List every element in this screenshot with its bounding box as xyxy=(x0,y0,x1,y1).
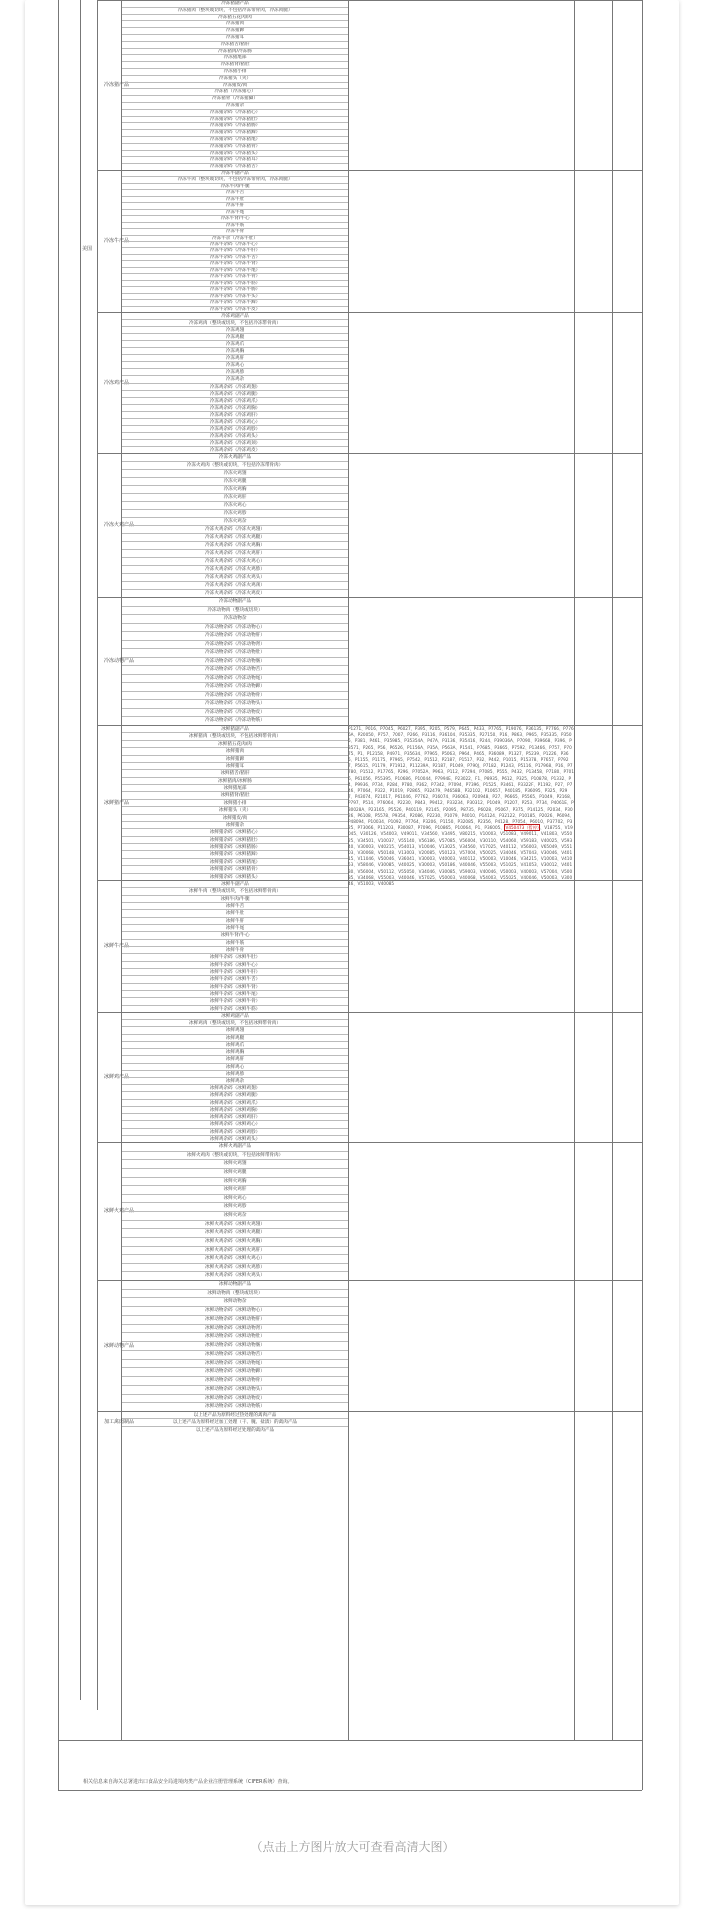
product-row: 冷冻火鸡胗 xyxy=(122,509,348,517)
product-row: 冰鲜动物杂碎（冰鲜动物骨） xyxy=(122,1376,348,1385)
product-row: 冷冻鸡杂碎（冷冻鸡爪） xyxy=(122,397,348,404)
product-row: 冷冻火鸡肉（整块或切块，不包括冷冻带骨肉） xyxy=(122,461,348,469)
product-row: 冷冻猪杂碎（冷冻猪肚） xyxy=(122,116,348,123)
product-row: 冷冻猪舌/猪肝 xyxy=(122,41,348,48)
product-row: 冰鲜动物杂碎（冰鲜动物肾） xyxy=(122,1324,348,1333)
product-row: 冷冻动物杂碎（冷冻动物心） xyxy=(122,623,348,632)
group-label: 冰鲜猪产品 xyxy=(104,799,130,806)
product-row: 冷冻猪肾/猪肚 xyxy=(122,61,348,68)
table-column-divider xyxy=(574,0,575,1740)
product-row: 冷冻牛杂碎（冷冻牛肠） xyxy=(122,286,348,292)
note-bottom-border xyxy=(58,1790,642,1791)
product-row: 冰鲜鸡杂碎（冰鲜鸡心） xyxy=(122,1120,348,1127)
group-border xyxy=(97,1280,642,1281)
codes-text: P1271、P016、P7045、P6027、P395、P205、P579、P645、P433、P7765、P19076、P36135、P7766、P7766A、P20050、P757、7007、P266、P3116、P36104、P35335、P27150、P16、P863、P965、P35335、P3505、P381、P461、P35985、P35354A、P47A、P3136、P35416、P244、P39036A、P7090、P39668、P396、P3571、P265、P56、P6526、P1156A、P35A、P563A、P1541、P7685、P3665、P7592、P13466、P757、P7075、P1、P12158、P4971、P35634、P7965、P5063、P964、P465、P36089、P1327、P5239、P1226、P365、P1155、P1175、P7965、P7542、P1512、P2187、P1517、P32、P442、P1015、P15378、P7657、P7927、P5615、P1179、P71912、P11239A、P2187、P1049、P790J、P7182、P1243、P5116、P17968、P16、P7780、P1512、P17765、P296、P7052A、P963、P112、P7294、P7085、P555、P432、P13458、P7180、P7016、P61056、P55395、P10686、P10044、P7994E、P23022、F1、P8935、P612、P325、P10878、P1332、P4、P9936、P734、P284、P780、P362、P7342、P7094、P7396、P1525、P3461、P3322F、P1192、P27、P746、P7064、P322、P1019、P2865、P32479、P4658B、P32102、P10657、P40185、P36095、P325、P297、P43074、P21017、P61046、P7762、P16074、P36063、P20948、P27、P6665、P5565、P1049、P2168、P797、P514、P76064、P2230、P843、P9412、P33234、P30312、P1049、P1207、P253、P734、P4061E、P30028A、P23165、P5526、P40119、P2145、P2095、P8735、P6028、P5067、P375、P14125、P2034、P3026、P6108、P5578、P9354、P2086、P2230、P1079、P4010、P14124、P32122、P10185、P2026、P6094、P48094、P10034、P1092、P7764、P3206、P1150、P32085、P2356、P4128、P7054、P6010、P37702、P325、P73066、P11203、P30087、P7096、P10865、P10064、P1、P36005 xyxy=(348,726,574,831)
group-label: 冷冻牛产品 xyxy=(104,238,130,244)
product-row: 冷冻牛杂碎（冷冻牛心） xyxy=(122,241,348,247)
product-row: 冷冻鸡腿 xyxy=(122,333,348,340)
product-row: 冰鲜牛杂碎（冰鲜牛心） xyxy=(122,961,348,968)
product-row: 冷冻火鸡杂 xyxy=(122,517,348,525)
product-row: 冷冻鸡杂碎（冷冻鸡颈） xyxy=(122,439,348,446)
product-row: 冷冻鸡杂碎（冷冻鸡头） xyxy=(122,432,348,439)
product-row: 冷冻牛尾 xyxy=(122,209,348,215)
product-row: 冷冻动物副产品 xyxy=(122,597,348,606)
product-row: 冷冻猪蹄 xyxy=(122,27,348,34)
product-row: 冰鲜猪杂碎（冰鲜猪肚） xyxy=(122,836,348,843)
product-row: 冷冻火鸡杂碎（冷冻火鸡翅） xyxy=(122,525,348,533)
product-row: 冰鲜火鸡肝 xyxy=(122,1185,348,1194)
product-row: 冷冻鸡杂碎（冷冻鸡肝） xyxy=(122,411,348,418)
product-row: 冷冻火鸡肝 xyxy=(122,493,348,501)
product-row: 冰鲜动物杂碎（冰鲜动物肝） xyxy=(122,1315,348,1324)
product-row: 冷冻牛副产品 xyxy=(122,170,348,176)
product-row: 冷冻火鸡心 xyxy=(122,501,348,509)
group-label: 冷冻鸡产品 xyxy=(104,379,130,386)
product-row: 冰鲜鸡爪 xyxy=(122,1041,348,1048)
product-row: 冷冻火鸡杂碎（冷冻火鸡腿） xyxy=(122,533,348,541)
product-row: 冷冻火鸡杂碎（冷冻火鸡胗） xyxy=(122,565,348,573)
product-row: 冷冻牛肝 xyxy=(122,202,348,208)
product-row: 冷冻动物杂碎（冷冻动物皮） xyxy=(122,708,348,717)
product-row: 冰鲜火鸡腿 xyxy=(122,1168,348,1177)
group-border xyxy=(97,1142,642,1143)
product-row: 冷冻牛杂（冷冻牛肚） xyxy=(122,235,348,241)
product-row: 冷冻牛杂碎（冷冻牛舌） xyxy=(122,254,348,260)
product-row: 冰鲜动物杂碎（冰鲜动物皮） xyxy=(122,1394,348,1403)
product-row: 冰鲜鸡杂碎（冰鲜鸡爪） xyxy=(122,1099,348,1106)
product-row: 冷冻动物杂 xyxy=(122,614,348,623)
product-row: 冷冻猪耳 xyxy=(122,34,348,41)
product-row: 冰鲜猪五花肉/肉 xyxy=(122,740,348,747)
product-row: 冷冻动物杂碎（冷冻动物肠） xyxy=(122,657,348,666)
product-row: 冰鲜火鸡杂碎（冰鲜火鸡腿） xyxy=(122,1228,348,1237)
group-border xyxy=(97,170,642,171)
product-row: 冰鲜猪肉/冰鲜肠 xyxy=(122,777,348,784)
product-row: 冷冻猪尾部 xyxy=(122,54,348,61)
product-row: 冰鲜动物杂碎（冰鲜动物筋） xyxy=(122,1402,348,1411)
product-row: 冷冻猪杂碎（冷冻猪耳） xyxy=(122,156,348,163)
product-row: 冷冻鸡爪 xyxy=(122,340,348,347)
product-row: 冷冻动物杂碎（冷冻动物尾） xyxy=(122,674,348,683)
product-row: 冷冻猪副产品 xyxy=(122,0,348,7)
product-row: 冰鲜鸡杂碎（冰鲜鸡翅） xyxy=(122,1084,348,1091)
product-row: 冷冻火鸡腿 xyxy=(122,477,348,485)
region-label: 美国 xyxy=(82,246,93,252)
product-row: 冰鲜牛杂碎（冰鲜牛肾） xyxy=(122,983,348,990)
product-row: 冷冻猪皮/肉 xyxy=(122,82,348,89)
product-row: 冷冻鸡心 xyxy=(122,361,348,368)
product-row: 冷冻猪小排 xyxy=(122,68,348,75)
product-row: 冷冻鸡杂 xyxy=(122,375,348,382)
product-row: 冷冻猪杂碎（冷冻猪心） xyxy=(122,109,348,116)
product-row: 冷冻鸡杂碎（冷冻鸡胸） xyxy=(122,404,348,411)
product-row: 冷冻动物杂碎（冷冻动物筋） xyxy=(122,716,348,725)
group-label: 冰鲜鸡产品 xyxy=(104,1074,130,1080)
group-label: 冰鲜火鸡产品 xyxy=(104,1208,135,1214)
product-row: 冷冻动物杂碎（冷冻动物肝） xyxy=(122,631,348,640)
product-row: 冰鲜牛杂碎（冰鲜牛肝） xyxy=(122,968,348,975)
product-row: 冷冻动物肉（整块或切块） xyxy=(122,606,348,615)
product-row: 冷冻猪（冷冻猪心） xyxy=(122,88,348,95)
product-row: 冰鲜牛肝 xyxy=(122,917,348,924)
product-row: 冰鲜牛骨 xyxy=(122,946,348,953)
product-row: 以上述产品为原料经过热处理的禽肉产品 xyxy=(122,1411,348,1418)
table-bottom-border xyxy=(58,1740,642,1741)
product-row: 冷冻牛骨 xyxy=(122,228,348,234)
product-row: 冰鲜猪皮/肉 xyxy=(122,814,348,821)
product-row: 冷冻动物杂碎（冷冻动物肾） xyxy=(122,640,348,649)
product-row: 冰鲜猪尾部 xyxy=(122,784,348,791)
product-row: 冷冻牛肾/牛心 xyxy=(122,215,348,221)
product-row: 冰鲜猪耳 xyxy=(122,762,348,769)
product-row: 冰鲜猪头（夹） xyxy=(122,806,348,813)
product-row: 冰鲜鸡胗 xyxy=(122,1070,348,1077)
product-row: 冰鲜火鸡杂碎（冰鲜火鸡头） xyxy=(122,1271,348,1280)
product-row: 冰鲜动物杂碎（冰鲜动物尾） xyxy=(122,1359,348,1368)
product-row: 冰鲜鸡杂碎（冰鲜鸡腿） xyxy=(122,1091,348,1098)
product-row: 冷冻牛筋 xyxy=(122,222,348,228)
product-row: 冷冻牛杂碎（冷冻牛肝） xyxy=(122,247,348,253)
codes-tail: V18755、V19045、V30126、V54003、V49011、V34560、V3495、V80215、V10003、V51083、V49011、V41803、V55025、V34501、V10037、V55140、V56186、V57085、V56004、V30110、V54060、V59183、V40025、V59340、V30003、V40215、V54013、V10046、V13025、V34560、V17025、V40112、V56003、V65049、V55103、V30068、V50148、V13003、V20085、V50123、V57004、V50025、V34046、V57043、V30046、V40115、V11046、V50046、V36041、V30003、V40003、V40112、V50003、V10046、V34215、V10003、V41053、V58046、V30085、V40025、V30003、V50186、V40046、V55003、V51025、V41053、V30012、V40130、V56004、V50112、V55050、V34046、V30085、V59003、V40046、V50003、V40003、V57004、V50085、V34068、V55003、V40046、V57025、V50003、V40068、V54003、V55025、V40046、V50003、V30046、V51003、V40085 xyxy=(348,825,573,887)
product-row: 冰鲜鸡杂碎（冰鲜鸡肝） xyxy=(122,1113,348,1120)
product-row: 冰鲜猪杂 xyxy=(122,821,348,828)
product-row: 冰鲜鸡肉（整块或切块，不包括冰鲜带骨肉） xyxy=(122,1019,348,1026)
product-row: 冰鲜猪杂碎（冰鲜猪头） xyxy=(122,873,348,880)
product-row: 冰鲜牛杂碎（冰鲜牛筋） xyxy=(122,1005,348,1012)
product-row: 以上述产品为原料经过加工处理（干、腌、盐渍）的禽肉产品 xyxy=(122,1418,348,1425)
product-row: 冰鲜牛舌 xyxy=(122,902,348,909)
product-row: 冷冻火鸡杂碎（冷冻火鸡皮） xyxy=(122,589,348,597)
product-row: 冷冻动物杂碎（冷冻动物蹄） xyxy=(122,682,348,691)
product-row: 冰鲜猪蹄 xyxy=(122,755,348,762)
product-row: 冷冻动物杂碎（冷冻动物骨） xyxy=(122,691,348,700)
product-row: 冷冻鸡胸 xyxy=(122,347,348,354)
product-row: 冰鲜鸡胸 xyxy=(122,1048,348,1055)
product-row: 冰鲜鸡杂 xyxy=(122,1077,348,1084)
product-row: 冷冻鸡胗 xyxy=(122,368,348,375)
product-row: 冰鲜火鸡胗 xyxy=(122,1202,348,1211)
product-row: 冷冻火鸡胸 xyxy=(122,485,348,493)
group-border xyxy=(97,0,642,1)
product-row: 冰鲜动物副产品 xyxy=(122,1280,348,1289)
product-row: 以上述产品为原料经过处理的禽肉产品 xyxy=(122,1426,348,1433)
group-border xyxy=(97,312,642,313)
product-row: 冷冻牛杂碎（冷冻牛骨） xyxy=(122,273,348,279)
product-row: 冷冻牛肚 xyxy=(122,196,348,202)
product-row: 冷冻鸡杂碎（冷冻鸡腿） xyxy=(122,390,348,397)
product-row: 冰鲜猪杂碎（冰鲜猪尾） xyxy=(122,858,348,865)
product-row: 冰鲜火鸡杂碎（冰鲜火鸡胸） xyxy=(122,1237,348,1246)
product-row: 冰鲜牛尾 xyxy=(122,924,348,931)
product-row: 冰鲜火鸡翅 xyxy=(122,1159,348,1168)
product-row: 冷冻鸡副产品 xyxy=(122,312,348,319)
group-border xyxy=(97,597,642,598)
product-row: 冰鲜猪杂碎（冰鲜猪心） xyxy=(122,828,348,835)
product-row: 冰鲜火鸡杂碎（冰鲜火鸡肝） xyxy=(122,1246,348,1255)
group-label: 冰鲜动物产品 xyxy=(104,1342,135,1349)
product-row: 冰鲜牛杂碎（冰鲜牛肚） xyxy=(122,953,348,960)
product-row: 冷冻猪肉（整块或切块，不包括冷冻带骨肉，冷冻肉腿） xyxy=(122,7,348,14)
product-row: 冷冻火鸡杂碎（冷冻火鸡肝） xyxy=(122,549,348,557)
product-row: 冰鲜动物杂碎（冰鲜动物头） xyxy=(122,1385,348,1394)
product-row: 冰鲜火鸡心 xyxy=(122,1194,348,1203)
product-row: 冷冻猪杂碎（冷冻猪蹄） xyxy=(122,129,348,136)
product-row: 冷冻动物杂碎（冷冻动物肚） xyxy=(122,648,348,657)
establishment-codes: P1271、P016、P7045、P6027、P395、P205、P579、P645、P433、P7765、P19076、P36135、P7766、P7766A、P20050、P757、7007、P266、P3116、P36104、P35335、P27150、P16、P863、P965、P35335、P3505、P381、P461、P35985、P35354A、P47A、P3136、P35416、P244、P39036A、P7090、P39668、P396、P3571、P265、P56、P6526、P1156A、P35A、P563A、P1541、P7685、P3665、P7592、P13466、P757、P7075、P1、P12158、P4971、P35634、P7965、P5063、P964、P465、P36089、P1327、P5239、P1226、P365、P1155、P1175、P7965、P7542、P1512、P2187、P1517、P32、P442、P1015、P15378、P7657、P7927、P5615、P1179、P71912、P11239A、P2187、P1049、P790J、P7182、P1243、P5116、P17968、P16、P7780、P1512、P17765、P296、P7052A、P963、P112、P7294、P7085、P555、P432、P13458、P7180、P7016、P61056、P55395、P10686、P10044、P7994E、P23022、F1、P8935、P612、P325、P10878、P1332、P4、P9936、P734、P284、P780、P362、P7342、P7094、P7396、P1525、P3461、P3322F、P1192、P27、P746、P7064、P322、P1019、P2865、P32479、P4658B、P32102、P10657、P40185、P36095、P325、P297、P43074、P21017、P61046、P7762、P16074、P36063、P20948、P27、P6665、P5565、P1049、P2168、P797、P514、P76064、P2230、P843、P9412、P33234、P30312、P1049、P1207、P253、P734、P4061E、P30028A、P23165、P5526、P40119、P2145、P2095、P8735、P6028、P5067、P375、P14125、P2034、P3026、P6108、P5578、P9354、P2086、P2230、P1079、P4010、P14124、P32122、P10185、P2026、P6094、P48094、P10034、P1092、P7764、P3206、P1150、P32085、P2356、P4128、P7054、P6010、P37702、P325、P73066、P11203、P30087、P7096、P10865、P10064、P1、P36005、V450473（暂停）、V18755、V19045、V30126、V54003、V49011、V34560、V3495、V80215、V10003、V51083、V49011、V41803、V55025、V34501、V10037、V55140、V56186、V57085、V56004、V30110、V54060、V59183、V40025、V59340、V30003、V40215、V54013、V10046、V13025、V34560、V17025、V40112、V56003、V65049、V55103、V30068、V50148、V13003、V20085、V50123、V57004、V50025、V34046、V57043、V30046、V40115、V11046、V50046、V36041、V30003、V40003、V40112、V50003、V10046、V34215、V10003、V41053、V58046、V30085、V40025、V30003、V50186、V40046、V55003、V51025、V41053、V30012、V40130、V56004、V50112、V55050、V34046、V30085、V59003、V40046、V50003、V40003、V57004、V50085、V34068、V55003、V40046、V57025、V50003、V40068、V54003、V55025、V40046、V50003、V30046、V51003、V40085 xyxy=(348,726,574,887)
product-row: 冷冻牛肉（整块或切块，不包括冷冻带骨肉，冷冻肉腿） xyxy=(122,176,348,182)
product-row: 冷冻鸡肝 xyxy=(122,354,348,361)
image-caption[interactable]: （点击上方图片放大可查看高清大图） xyxy=(250,1840,455,1854)
product-row: 冰鲜猪肉 xyxy=(122,747,348,754)
source-note: 相关信息来自海关总署进出口食品安全局进境肉类产品企业注册管理系统（CIFER系统）查询。 xyxy=(83,1779,293,1785)
product-row: 冰鲜猪舌/猪肝 xyxy=(122,769,348,776)
product-row: 冰鲜鸡杂碎（冰鲜鸡头） xyxy=(122,1135,348,1142)
product-row: 冷冻猪杂碎（冷冻猪肠） xyxy=(122,122,348,129)
product-row: 冰鲜猪肾/猪肚 xyxy=(122,791,348,798)
group-label: 加工禽肉制品 xyxy=(104,1419,135,1425)
product-row: 冰鲜牛肾/牛心 xyxy=(122,931,348,938)
product-row: 冰鲜牛杂碎（冰鲜牛骨） xyxy=(122,997,348,1004)
product-row: 冰鲜火鸡副产品 xyxy=(122,1142,348,1151)
product-row: 冰鲜牛杂碎（冰鲜牛舌） xyxy=(122,975,348,982)
product-row: 冷冻动物杂碎（冷冻动物舌） xyxy=(122,665,348,674)
product-row: 冷冻鸡杂碎（冷冻鸡翅） xyxy=(122,383,348,390)
product-row: 冰鲜鸡副产品 xyxy=(122,1012,348,1019)
product-row: 冰鲜动物杂碎（冰鲜动物肚） xyxy=(122,1332,348,1341)
product-row: 冰鲜鸡杂碎（冰鲜鸡胗） xyxy=(122,1128,348,1135)
product-row: 冷冻鸡杂碎（冷冻鸡胗） xyxy=(122,425,348,432)
product-row: 冰鲜鸡杂碎（冰鲜鸡胸） xyxy=(122,1106,348,1113)
product-row: 冰鲜动物肉（整块或切块） xyxy=(122,1289,348,1298)
product-row: 冰鲜动物杂 xyxy=(122,1297,348,1306)
product-row: 冷冻猪骨（冷冻猪脚） xyxy=(122,95,348,102)
product-row: 冷冻猪头（夹） xyxy=(122,75,348,82)
product-row: 冰鲜火鸡肉（整块或切块，不包括冰鲜带骨肉） xyxy=(122,1151,348,1160)
product-row: 冷冻猪杂碎（冷冻猪骨） xyxy=(122,143,348,150)
product-row: 冰鲜火鸡胸 xyxy=(122,1177,348,1186)
product-row: 冰鲜猪杂碎（冰鲜猪骨） xyxy=(122,865,348,872)
product-row: 冰鲜鸡腿 xyxy=(122,1034,348,1041)
product-row: 冰鲜猪小排 xyxy=(122,799,348,806)
codes-highlight: V450473（暂停） xyxy=(505,825,539,831)
product-row: 冷冻火鸡杂碎（冷冻火鸡头） xyxy=(122,573,348,581)
product-row: 冷冻火鸡杂碎（冷冻火鸡胸） xyxy=(122,541,348,549)
group-label: 冷冻猪产品 xyxy=(104,82,130,88)
group-label: 冰鲜牛产品 xyxy=(104,943,130,949)
product-row: 冷冻牛杂碎（冷冻牛肾） xyxy=(122,260,348,266)
product-row: 冷冻鸡杂碎（冷冻鸡心） xyxy=(122,418,348,425)
product-row: 冷冻火鸡杂碎（冷冻火鸡心） xyxy=(122,557,348,565)
product-row: 冰鲜动物杂碎（冰鲜动物舌） xyxy=(122,1350,348,1359)
product-row: 冰鲜鸡翅 xyxy=(122,1026,348,1033)
product-row: 冷冻猪肉 xyxy=(122,20,348,27)
product-row: 冷冻猪杂 xyxy=(122,102,348,109)
product-row: 冰鲜鸡心 xyxy=(122,1063,348,1070)
product-row: 冷冻火鸡杂碎（冷冻火鸡颈） xyxy=(122,581,348,589)
product-row: 冰鲜牛肉/牛腿 xyxy=(122,895,348,902)
product-row: 冷冻牛肉/牛腿 xyxy=(122,183,348,189)
product-row: 冷冻火鸡翅 xyxy=(122,469,348,477)
product-row: 冰鲜猪副产品 xyxy=(122,725,348,732)
product-row: 冷冻牛杂碎（冷冻牛皮） xyxy=(122,306,348,312)
product-row: 冰鲜牛杂碎（冰鲜牛尾） xyxy=(122,990,348,997)
product-row: 冷冻牛舌 xyxy=(122,189,348,195)
product-row: 冰鲜动物杂碎（冰鲜动物心） xyxy=(122,1306,348,1315)
product-row: 冷冻鸡肉（整块或切块，不包括冷冻带骨肉） xyxy=(122,319,348,326)
group-border xyxy=(97,453,642,454)
product-row: 冷冻鸡杂碎（冷冻鸡皮） xyxy=(122,446,348,453)
product-row: 冰鲜牛副产品 xyxy=(122,880,348,887)
product-row: 冷冻猪杂碎（冷冻猪舌） xyxy=(122,163,348,170)
product-row: 冷冻牛杂碎（冷冻牛头） xyxy=(122,293,348,299)
product-row: 冰鲜火鸡杂碎（冰鲜火鸡翅） xyxy=(122,1220,348,1229)
group-border xyxy=(97,1411,642,1412)
product-row: 冰鲜猪杂碎（冰鲜猪肠） xyxy=(122,843,348,850)
table-column-divider xyxy=(612,0,613,1740)
product-row: 冰鲜猪肉（整块或切块，不包括冰鲜带骨肉） xyxy=(122,732,348,739)
product-row: 冰鲜火鸡杂 xyxy=(122,1211,348,1220)
product-row: 冷冻鸡翅 xyxy=(122,326,348,333)
product-row: 冰鲜牛肚 xyxy=(122,909,348,916)
product-row: 冰鲜火鸡杂碎（冰鲜火鸡胗） xyxy=(122,1263,348,1272)
product-row: 冰鲜鸡肝 xyxy=(122,1055,348,1062)
product-row: 冷冻火鸡副产品 xyxy=(122,453,348,461)
product-row: 冰鲜猪杂碎（冰鲜猪蹄） xyxy=(122,850,348,857)
product-row: 冰鲜动物杂碎（冰鲜动物肠） xyxy=(122,1341,348,1350)
table-column-divider xyxy=(80,0,81,1700)
product-row: 冷冻猪五花肉/肉 xyxy=(122,14,348,21)
group-label: 冷冻动物产品 xyxy=(104,658,135,664)
product-row: 冷冻猪杂碎（冷冻猪尾） xyxy=(122,136,348,143)
product-row: 冷冻猪肉/冷冻肠 xyxy=(122,48,348,55)
product-row: 冰鲜牛肉（整块或切块，不包括冰鲜带骨肉） xyxy=(122,887,348,894)
product-row: 冰鲜动物杂碎（冰鲜动物蹄） xyxy=(122,1367,348,1376)
product-row: 冷冻牛杂碎（冷冻牛蹄） xyxy=(122,299,348,305)
product-row: 冰鲜火鸡杂碎（冰鲜火鸡心） xyxy=(122,1254,348,1263)
product-row: 冰鲜牛筋 xyxy=(122,939,348,946)
product-row: 冷冻猪杂碎（冷冻猪头） xyxy=(122,150,348,157)
product-row: 冷冻动物杂碎（冷冻动物头） xyxy=(122,699,348,708)
product-row: 冷冻牛杂碎（冷冻牛尾） xyxy=(122,267,348,273)
product-row: 冷冻牛杂碎（冷冻牛筋） xyxy=(122,280,348,286)
group-label: 冷冻火鸡产品 xyxy=(104,522,135,528)
